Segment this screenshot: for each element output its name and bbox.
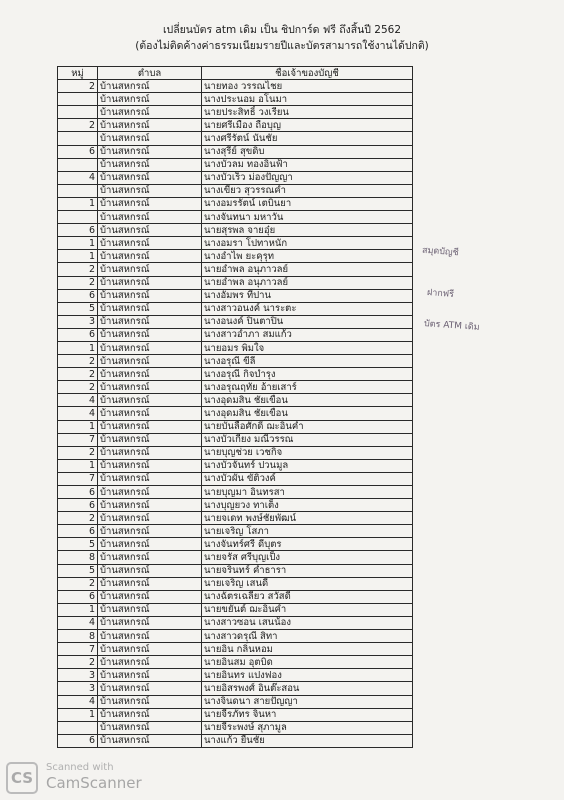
cell-tambon: บ้านสหกรณ์: [98, 368, 202, 381]
table-row: [58, 80, 413, 93]
cell-name: นายขยันต์ ฌะอินคำ: [202, 603, 413, 616]
cell-tambon: บ้านสหกรณ์: [98, 381, 202, 394]
cell-moo: 2: [58, 355, 98, 368]
cell-name: นายอิน กลิ่นหอม: [202, 643, 413, 656]
table-row: [58, 512, 413, 525]
cell-moo: 6: [58, 499, 98, 512]
table-row: [58, 276, 413, 289]
table-row: [58, 224, 413, 237]
cell-tambon: บ้านสหกรณ์: [98, 499, 202, 512]
cell-moo: 5: [58, 302, 98, 315]
table-row: [58, 237, 413, 250]
cell-name: นายอินสม อุตบิด: [202, 656, 413, 669]
cell-name: นางอมรรัตน์ เตบินยา: [202, 197, 413, 210]
cell-name: นางอรุณี กิจบำรุง: [202, 368, 413, 381]
cell-tambon: บ้านสหกรณ์: [98, 590, 202, 603]
cell-moo: 1: [58, 237, 98, 250]
cell-moo: 1: [58, 197, 98, 210]
table-row: [58, 368, 413, 381]
cell-moo: 1: [58, 603, 98, 616]
cell-moo: 4: [58, 394, 98, 407]
cell-name: นางจันทนา มหาวัน: [202, 211, 413, 224]
cell-name: นางศรีรัตน์ นันชัย: [202, 132, 413, 145]
cell-tambon: บ้านสหกรณ์: [98, 224, 202, 237]
cell-tambon: บ้านสหกรณ์: [98, 459, 202, 472]
cell-name: นายทอง วรรณไชย: [202, 80, 413, 93]
table-row: [58, 420, 413, 433]
cell-moo: 2: [58, 512, 98, 525]
cell-name: นางอนงค์ ปินตาปิน: [202, 315, 413, 328]
cell-tambon: บ้านสหกรณ์: [98, 132, 202, 145]
table-row: [58, 538, 413, 551]
cell-tambon: บ้านสหกรณ์: [98, 394, 202, 407]
table-row: [58, 525, 413, 538]
table-row: [58, 302, 413, 315]
cell-tambon: บ้านสหกรณ์: [98, 250, 202, 263]
table-row: [58, 734, 413, 747]
cell-name: นายอำพล อนุภาวลย์: [202, 276, 413, 289]
cell-moo: 6: [58, 289, 98, 302]
cell-tambon: บ้านสหกรณ์: [98, 734, 202, 747]
cell-name: นายอินทร แปงฟอง: [202, 669, 413, 682]
cell-tambon: บ้านสหกรณ์: [98, 551, 202, 564]
account-holder-table: [57, 66, 413, 748]
cell-name: นางอุดมสิน ชัยเขื่อน: [202, 407, 413, 420]
cell-tambon: บ้านสหกรณ์: [98, 433, 202, 446]
table-row: [58, 407, 413, 420]
cell-moo: 2: [58, 656, 98, 669]
table-row: [58, 289, 413, 302]
cell-moo: 4: [58, 407, 98, 420]
table-row: [58, 433, 413, 446]
table-row: [58, 341, 413, 354]
watermark-small-text: Scanned with: [46, 762, 114, 773]
handwritten-note-free-deposit: ฝากฟรี: [426, 288, 455, 300]
cell-name: นางสุรีย์ สุขดิบ: [202, 145, 413, 158]
cell-name: นางบัวจันทร์ ปวนมูล: [202, 459, 413, 472]
cell-name: นางสาวดรุณี สิทา: [202, 630, 413, 643]
cell-tambon: บ้านสหกรณ์: [98, 328, 202, 341]
cell-moo: 3: [58, 669, 98, 682]
cell-tambon: บ้านสหกรณ์: [98, 289, 202, 302]
cell-name: นายเจริญ โสภา: [202, 525, 413, 538]
table-row: [58, 499, 413, 512]
table-row: [58, 381, 413, 394]
table-row: [58, 171, 413, 184]
cell-tambon: บ้านสหกรณ์: [98, 721, 202, 734]
table-row: [58, 682, 413, 695]
cell-name: นายอมร พิมใจ: [202, 341, 413, 354]
cell-name: นางจันทร์ศรี ดีบุตร: [202, 538, 413, 551]
cell-tambon: บ้านสหกรณ์: [98, 656, 202, 669]
cell-tambon: บ้านสหกรณ์: [98, 145, 202, 158]
cell-moo: 6: [58, 734, 98, 747]
cell-name: นายอิสรพงศ์ อินต๊ะสอน: [202, 682, 413, 695]
cell-tambon: บ้านสหกรณ์: [98, 564, 202, 577]
cell-name: นางบัวเร็ว ม่องปัญญา: [202, 171, 413, 184]
cell-name: นายบุญช่วย เวชกิจ: [202, 446, 413, 459]
cell-name: นางแก้ว ยืนชัย: [202, 734, 413, 747]
cell-name: นายประสิทธิ์ วงเรียน: [202, 106, 413, 119]
camscanner-logo-icon: CS: [6, 762, 38, 794]
cell-moo: 2: [58, 446, 98, 459]
cell-name: นางบุญยวง ทาเต็ง: [202, 499, 413, 512]
cell-name: นางบัวเกี่ยง มณีวรรณ: [202, 433, 413, 446]
column-header-name: ชื่อเจ้าของบัญชี: [202, 67, 413, 80]
table-header-row: [58, 67, 413, 80]
table-row: [58, 708, 413, 721]
cell-tambon: บ้านสหกรณ์: [98, 263, 202, 276]
cell-moo: [58, 721, 98, 734]
cell-moo: [58, 158, 98, 171]
cell-tambon: บ้านสหกรณ์: [98, 420, 202, 433]
cell-moo: 7: [58, 472, 98, 485]
cell-name: นายศรีเมือง ถือบุญ: [202, 119, 413, 132]
cell-moo: 2: [58, 381, 98, 394]
cell-tambon: บ้านสหกรณ์: [98, 472, 202, 485]
cell-tambon: บ้านสหกรณ์: [98, 708, 202, 721]
cell-moo: 1: [58, 459, 98, 472]
cell-name: นางสาวซอน เสนน้อง: [202, 616, 413, 629]
cell-tambon: บ้านสหกรณ์: [98, 682, 202, 695]
cell-name: นางสาวอนงค์ นาระตะ: [202, 302, 413, 315]
table-row: [58, 472, 413, 485]
table-row: [58, 551, 413, 564]
cell-moo: 1: [58, 420, 98, 433]
cell-moo: 6: [58, 328, 98, 341]
cell-name: นางจินดนา สายปัญญา: [202, 695, 413, 708]
column-header-moo: หมู่: [58, 67, 98, 80]
cell-tambon: บ้านสหกรณ์: [98, 630, 202, 643]
table-row: [58, 184, 413, 197]
cell-moo: 6: [58, 525, 98, 538]
document-subtitle: (ต้องไม่ติดค้างค่าธรรมเนียมรายปีและบัตรสามารถใช้งานได้ปกติ): [135, 40, 429, 52]
cell-name: นางอัมพร ทีปาน: [202, 289, 413, 302]
cell-moo: 6: [58, 486, 98, 499]
table-row: [58, 669, 413, 682]
cell-moo: 5: [58, 564, 98, 577]
cell-name: นางบัวผัน ขัติวงค์: [202, 472, 413, 485]
document-title: เปลี่ยนบัตร atm เดิม เป็น ชิปการ์ด ฟรี ถึงสิ้นปี 2562: [162, 24, 402, 36]
cell-moo: 2: [58, 80, 98, 93]
cell-name: นางอำไพ ยะคุรุท: [202, 250, 413, 263]
table-row: [58, 355, 413, 368]
cell-moo: [58, 211, 98, 224]
cell-tambon: บ้านสหกรณ์: [98, 643, 202, 656]
cell-moo: 7: [58, 433, 98, 446]
cell-moo: 4: [58, 616, 98, 629]
cell-tambon: บ้านสหกรณ์: [98, 577, 202, 590]
cell-moo: 3: [58, 682, 98, 695]
table-row: [58, 211, 413, 224]
cell-moo: 2: [58, 263, 98, 276]
table-row: [58, 106, 413, 119]
cell-moo: [58, 132, 98, 145]
table-row: [58, 394, 413, 407]
cell-name: นางบัวลม ทองอินฟ้า: [202, 158, 413, 171]
cell-name: นางอุดมสิน ชัยเขื่อน: [202, 394, 413, 407]
cell-tambon: บ้านสหกรณ์: [98, 93, 202, 106]
cell-tambon: บ้านสหกรณ์: [98, 80, 202, 93]
cell-tambon: บ้านสหกรณ์: [98, 171, 202, 184]
cell-moo: 2: [58, 276, 98, 289]
cell-name: นายสุรพล จายอุ๋ย: [202, 224, 413, 237]
cell-name: นายเจริญ เสนดี: [202, 577, 413, 590]
cell-tambon: บ้านสหกรณ์: [98, 211, 202, 224]
cell-tambon: บ้านสหกรณ์: [98, 119, 202, 132]
cell-tambon: บ้านสหกรณ์: [98, 446, 202, 459]
table-row: [58, 695, 413, 708]
cell-tambon: บ้านสหกรณ์: [98, 355, 202, 368]
cell-moo: 6: [58, 145, 98, 158]
cell-moo: 2: [58, 577, 98, 590]
cell-moo: 2: [58, 119, 98, 132]
cell-moo: 1: [58, 708, 98, 721]
cell-tambon: บ้านสหกรณ์: [98, 237, 202, 250]
cell-name: นางสาวอำภา สมแก้ว: [202, 328, 413, 341]
table-row: [58, 486, 413, 499]
cell-tambon: บ้านสหกรณ์: [98, 603, 202, 616]
table-row: [58, 564, 413, 577]
table-row: [58, 459, 413, 472]
cell-moo: 5: [58, 538, 98, 551]
cell-name: นายจีระพงษ์ สุภามูล: [202, 721, 413, 734]
cell-tambon: บ้านสหกรณ์: [98, 695, 202, 708]
table-row: [58, 590, 413, 603]
cell-moo: [58, 106, 98, 119]
cell-name: นายอำพล อนุภาวลย์: [202, 263, 413, 276]
table-row: [58, 145, 413, 158]
cell-moo: 1: [58, 250, 98, 263]
cell-tambon: บ้านสหกรณ์: [98, 276, 202, 289]
cell-tambon: บ้านสหกรณ์: [98, 158, 202, 171]
cell-moo: [58, 93, 98, 106]
table-row: [58, 132, 413, 145]
table-row: [58, 643, 413, 656]
cell-tambon: บ้านสหกรณ์: [98, 197, 202, 210]
cell-moo: [58, 184, 98, 197]
cell-name: นายจีรภัทร จินหา: [202, 708, 413, 721]
cell-tambon: บ้านสหกรณ์: [98, 525, 202, 538]
cell-moo: 6: [58, 224, 98, 237]
cell-tambon: บ้านสหกรณ์: [98, 486, 202, 499]
handwritten-note-old-atm-card: บัตร ATM เดิม: [423, 319, 480, 333]
cell-name: นายจรัส ศรีบุญเป็ง: [202, 551, 413, 564]
table-row: [58, 315, 413, 328]
cell-name: นางอรุณี ขีลี: [202, 355, 413, 368]
watermark-brand-text: CamScanner: [46, 774, 142, 792]
cell-tambon: บ้านสหกรณ์: [98, 302, 202, 315]
cell-tambon: บ้านสหกรณ์: [98, 341, 202, 354]
table-row: [58, 263, 413, 276]
table-row: [58, 721, 413, 734]
table-row: [58, 119, 413, 132]
cell-moo: 2: [58, 368, 98, 381]
table-row: [58, 603, 413, 616]
cell-tambon: บ้านสหกรณ์: [98, 538, 202, 551]
camscanner-watermark: [6, 762, 156, 796]
table-row: [58, 328, 413, 341]
cell-moo: 4: [58, 171, 98, 184]
cell-tambon: บ้านสหกรณ์: [98, 669, 202, 682]
cell-tambon: บ้านสหกรณ์: [98, 407, 202, 420]
cell-name: นายบุญมา อินทรสา: [202, 486, 413, 499]
cell-moo: 6: [58, 590, 98, 603]
cell-name: นางประนอม อโนมา: [202, 93, 413, 106]
cell-name: นายบันลือศักดิ์ ฌะอินคำ: [202, 420, 413, 433]
cell-moo: 7: [58, 643, 98, 656]
table-row: [58, 630, 413, 643]
table-row: [58, 250, 413, 263]
cell-tambon: บ้านสหกรณ์: [98, 106, 202, 119]
cell-moo: 8: [58, 630, 98, 643]
cell-tambon: บ้านสหกรณ์: [98, 616, 202, 629]
cell-name: นายจรินทร์ คำธารา: [202, 564, 413, 577]
cell-tambon: บ้านสหกรณ์: [98, 315, 202, 328]
cell-moo: 3: [58, 315, 98, 328]
cell-tambon: บ้านสหกรณ์: [98, 184, 202, 197]
cell-name: นายจเดท พงษ์ชัยพัฒน์: [202, 512, 413, 525]
cell-moo: 8: [58, 551, 98, 564]
cell-moo: 4: [58, 695, 98, 708]
cell-name: นางเขียว สุวรรณคำ: [202, 184, 413, 197]
table-row: [58, 616, 413, 629]
table-row: [58, 577, 413, 590]
cell-tambon: บ้านสหกรณ์: [98, 512, 202, 525]
table-row: [58, 656, 413, 669]
handwritten-note-passbook: สมุดบัญชี: [421, 245, 459, 259]
cell-name: นางอรุณฤทัย อ้ายเสาร์: [202, 381, 413, 394]
cell-name: นางฉัตรเฉลียว สวัสดี: [202, 590, 413, 603]
table-row: [58, 197, 413, 210]
table-row: [58, 93, 413, 106]
table-row: [58, 158, 413, 171]
cell-moo: 1: [58, 341, 98, 354]
column-header-tambon: ตำบล: [98, 67, 202, 80]
cell-name: นางอมรา โปทาหนัก: [202, 237, 413, 250]
table-row: [58, 446, 413, 459]
